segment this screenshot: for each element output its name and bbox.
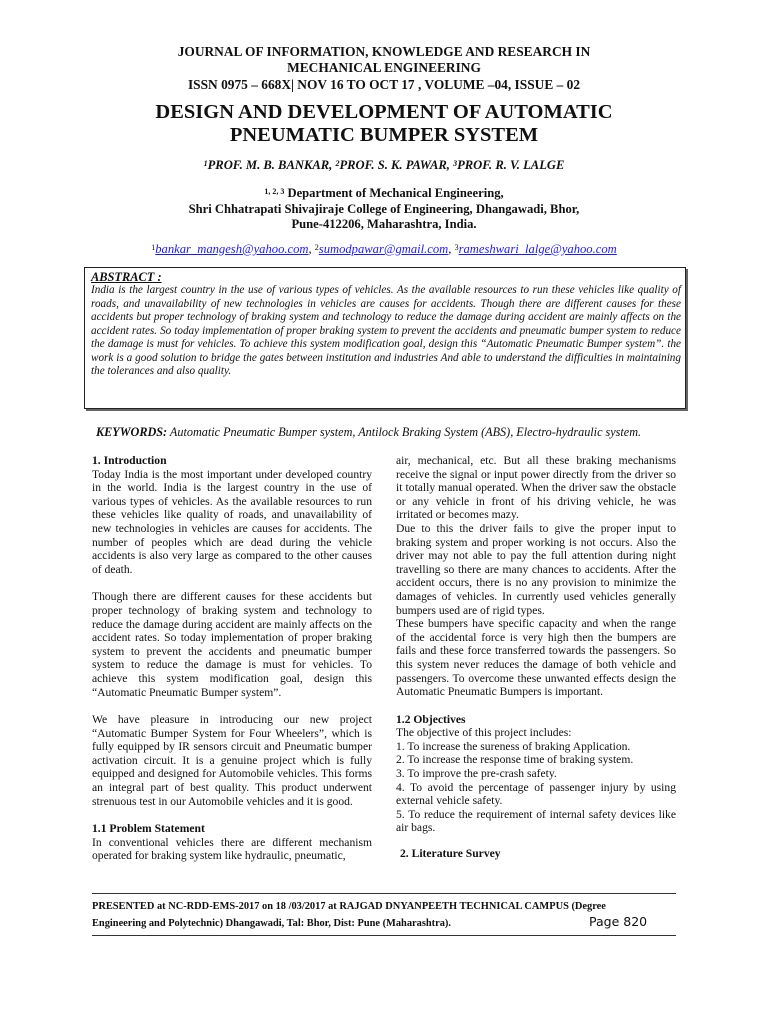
left-column <box>92 454 372 863</box>
objective-item: 5. To reduce the requirement of internal safety devices like air bags. <box>396 807 676 835</box>
objective-item: 3. To improve the pre-crash safety. <box>396 767 557 781</box>
author-3-sup: 3 <box>453 159 458 168</box>
objective-item: 4. To avoid the percentage of passenger injury by using external vehicle safety. <box>396 780 676 808</box>
email-link-3[interactable]: rameshwari_lalge@yahoo.com <box>458 242 617 256</box>
email-3-sup: 3 <box>454 243 459 252</box>
author-1-sup: 1 <box>203 159 208 168</box>
email-1-sup: 1 <box>151 243 156 252</box>
footer-line1: PRESENTED at NC-RDD-EMS-2017 on 18 /03/2017 at RAJGAD DNYANPEETH TECHNICAL CAMPUS (Degree <box>92 901 606 912</box>
paper-title-line1: DESIGN AND DEVELOPMENT OF AUTOMATIC <box>155 101 613 123</box>
journal-issn: ISSN 0975 – 668X| NOV 16 TO OCT 17 , VOLUME –04, ISSUE – 02 <box>187 77 581 92</box>
intro-paragraph-3: We have pleasure in introducing our new project “Automatic Bumper System for Four Wheelers”, which is fully equipped by IR sensors circuit and Pneumatic bumper activation circuit. It is a genuine project which is fully equipped and designed for Automobile vehicles. This forms an integral part of best quality. This product underwent strenuous test in our Automobile vehicles and it is good. <box>92 713 372 808</box>
affiliation-department: Department of Mechanical Engineering, <box>287 186 504 200</box>
footer-bottom-rule <box>92 935 676 936</box>
problem-paragraph-1: In conventional vehicles there are different mechanism operated for braking system like hydraulic, pneumatic, <box>92 835 372 863</box>
intro-paragraph-1: Today India is the most important under developed country in the world. India is the largest country in the use of various types of vehicles. As the available resources to run these vehicles like quality of roads, and unavailability of new technologies in vehicles are causes for accidents. The number of peoples which are dead during the vehicle accidents is also very large as compared to the other causes of death. <box>92 467 372 576</box>
author-2: PROF. S. K. PAWAR, <box>339 158 454 172</box>
affiliation-line1 <box>0 186 768 201</box>
abstract-text: India is the largest country in the use of various types of vehicles. As the available resources to run these vehicles like quality of roads, and unavailability of new technologies in vehicles are causes for accidents. Though there are different causes for these accidents but proper technology of braking system and technology to reduce the damage during accident are mainly affects on the accident rates. So today implementation of proper braking system to prevent the accidents and pneumatic bumper system to reduce the damage is must for vehicles. To achieve this system modification goal, design this “Automatic Pneumatic Bumper system”. the work is a good solution to bridge the gates between institution and industries And able to understand the difficulties in maintaining the tolerances and also quality. <box>91 284 681 377</box>
email-2-sup: 2 <box>314 243 319 252</box>
author-3: PROF. R. V. LALGE <box>457 158 565 172</box>
keywords-label: KEYWORDS: <box>96 425 168 439</box>
page-number: Page 820 <box>589 914 648 929</box>
journal-name-line2: MECHANICAL ENGINEERING <box>287 60 481 75</box>
email-list: $^1$bankar_mangesh@yahoo.com, $^2$sumodpawar@gmail.com, $^3$rameshwari_lalge@yahoo.com <box>151 242 617 256</box>
affiliation-line2: Shri Chhatrapati Shivajiraje College of Engineering, Dhangawadi, Bhor, <box>188 202 580 216</box>
affiliation-line3: Pune-412206, Maharashtra, India. <box>291 217 477 231</box>
abstract-heading: ABSTRACT : <box>91 270 162 284</box>
paper-title-line2: PNEUMATIC BUMPER SYSTEM <box>229 124 539 146</box>
keywords-text: Automatic Pneumatic Bumper system, Antilock Braking System (ABS), Electro-hydraulic system. <box>167 425 642 439</box>
section-heading-problem-statement: 1.1 Problem Statement <box>92 822 205 836</box>
problem-paragraph-2: air, mechanical, etc. But all these braking mechanisms receive the signal or input power directly from the driver so it totally manual operated. When the driver saw the obstacle or any vehicle in front of his driving vehicle, he was irritated or becomes mazy. <box>396 454 676 522</box>
intro-paragraph-2: Though there are different causes for these accidents but proper technology of braking system and technology to reduce the damage during accident are mainly affects on the accident rates. So today implementation of proper braking system to prevent the accidents and pneumatic bumper system to reduce the damage is must for vehicles. To achieve this system modification goal, design this “Automatic Pneumatic Bumper system”. <box>92 590 372 699</box>
author-2-sup: 2 <box>335 159 340 168</box>
section-heading-objectives: 1.2 Objectives <box>396 712 466 726</box>
footer-rule <box>92 893 676 894</box>
email-link-1[interactable]: bankar_mangesh@yahoo.com <box>155 242 309 256</box>
section-heading-introduction: 1. Introduction <box>92 454 167 467</box>
email-link-2[interactable]: sumodpawar@gmail.com <box>318 242 449 256</box>
affiliation-sup: 1, 2, 3 <box>264 187 285 196</box>
section-heading-literature-survey: 2. Literature Survey <box>400 847 501 861</box>
author-list <box>0 158 768 173</box>
objective-item: 2. To increase the response time of braking system. <box>396 753 634 767</box>
right-column <box>396 454 676 861</box>
problem-paragraph-3: Due to this the driver fails to give the proper input to braking system and proper working is not occurs. Also the driver may not able to pay the full attention during night travelling so there are many chances to accidents. After the accident occurs, there is no any provision to minimize the damages of vehicles. In currently used vehicles generally bumpers used are of rigid types. <box>396 521 676 617</box>
journal-name-line1: JOURNAL OF INFORMATION, KNOWLEDGE AND RESEARCH IN <box>177 44 591 59</box>
keywords <box>96 425 641 440</box>
abstract-box <box>84 267 686 409</box>
footer-line2: Engineering and Polytechnic) Dhangawadi, Tal: Bhor, Dist: Pune (Maharashtra). <box>92 918 451 929</box>
author-1: PROF. M. B. BANKAR, <box>207 158 336 172</box>
objectives-intro: The objective of this project includes: <box>396 726 572 740</box>
problem-paragraph-4: These bumpers have specific capacity and when the range of the accidental force is very high then the bumpers are fails and these force transferred towards the passengers. So this system never reduces the damage of both vehicle and passengers. To overcome these unwanted effects design the Automatic Pneumatic Bumpers is important. <box>396 617 676 699</box>
objective-item: 1. To increase the sureness of braking Application. <box>396 739 631 753</box>
